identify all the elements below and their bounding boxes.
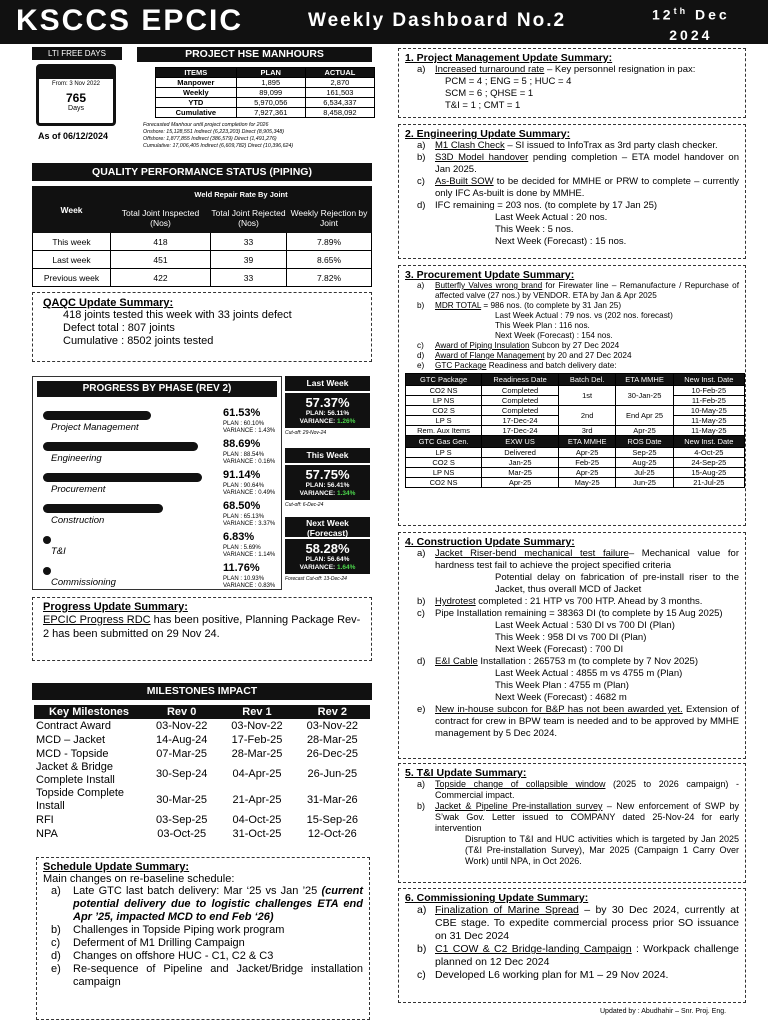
gtc-row [406,386,745,396]
gtc-batch: 1st [558,386,615,406]
gas-cell: May-25 [558,478,615,488]
this-week-progress: 57.75% [305,467,350,482]
gtc-cell: 17-Dec-24 [482,426,559,436]
quality-table [32,186,372,287]
gas-cell: Delivered [482,448,559,458]
phase-plan: PLAN : 65.13% [223,514,265,520]
milestone-row [34,827,370,841]
milestone-cell: 15-Sep-26 [306,814,358,826]
qaqc-line: 418 joints tested this week with 33 joints defect [63,309,292,321]
schedule-item-text: Deferment of M1 Drilling Campaign [73,937,245,949]
dashboard-title: KSCCS EPCIC [16,4,244,37]
gtc-cell: LP NS [406,396,482,406]
schedule-item [43,885,363,924]
last-week-cutoff: Cut-off: 29-Nov-24 [285,430,327,436]
milestone-cell: 03-Nov-22 [155,720,208,732]
milestone-row [34,787,370,813]
milestone-cell: 26-Dec-25 [306,748,358,760]
milestone-cell: 12-Oct-26 [307,828,357,840]
gtc-batch: 3rd [558,426,615,436]
phase-name: Procurement [51,484,106,495]
schedule-item-key: e) [51,963,61,975]
last-week-progress: 57.37% [305,395,350,410]
milestone-cell: 31-Mar-26 [306,794,358,806]
gas-cell: CO2 NS [406,478,482,488]
gtc-cell: CO2 S [406,406,482,416]
phase-variance: VARIANCE : 1.43% [223,428,276,434]
gtc-eta: End Apr 25 [616,406,673,426]
gas-row [406,458,745,468]
gtc-table [405,373,745,488]
commissioning-title: 6. Commissioning Update Summary: [405,892,589,904]
quality-cell: Last week [33,251,111,269]
milestone-cell: 17-Feb-25 [231,734,283,746]
next-week-plan: PLAN: 56.64% [305,556,350,563]
gas-cell: Apr-25 [558,448,615,458]
milestone-cell: 26-Jun-25 [307,768,358,780]
gas-header: GTC Gas Gen. [406,436,482,448]
milestone-row [34,747,370,761]
schedule-item-key: a) [51,885,61,897]
schedule-item-text: Changes on offshore HUC - C1, C2 & C3 [73,950,274,962]
phase-marker [43,536,51,544]
milestone-cell: 03-Nov-22 [231,720,283,732]
phase-plan: PLAN : 88.54% [223,452,265,458]
next-week-variance: 1.64% [337,564,356,571]
quality-cell: 8.65% [287,251,372,269]
quality-cell: 422 [111,269,211,287]
progress-summary-text: has been positive, Planning Package Rev-2 has been submitted on 29 Nov 24. [43,614,361,640]
milestone-cell: 07-Mar-25 [156,748,208,760]
quality-header: Weekly Rejection by Joint [287,203,372,233]
hse-cell: YTD [156,98,237,108]
pm-summary: 1. Project Management Update Summary: a) Increased turnaround rate – Key personnel resignation in pax: PCM = 4 ; ENG = 5 ; HUC = 4 SCM = 6 ; QHSE = 1 T&I = 1 ; CMT = 1 [398,48,746,118]
milestone-header: Key Milestones [34,705,144,719]
phase-percent: 68.50% [223,500,261,512]
quality-row [33,269,372,287]
next-week-label: Next Week (Forecast) [285,517,370,537]
hse-cell: Weekly [156,88,237,98]
phase-name: Project Management [51,422,139,433]
qaqc-line: Cumulative : 8502 joints tested [63,335,214,347]
gas-cell: 4-Oct-25 [673,448,744,458]
phase-percent: 6.83% [223,531,255,543]
pm-title: 1. Project Management Update Summary: [405,52,613,64]
gtc-cell: 11-May-25 [673,416,744,426]
gas-cell: Jan-25 [482,458,559,468]
gas-cell: 24-Sep-25 [673,458,744,468]
last-week-variance: 1.26% [337,418,356,425]
phase-bar [43,473,202,482]
gtc-cell: Rem. Aux Items [406,426,482,436]
gas-cell: Aug-25 [616,458,673,468]
gtc-header: GTC Package [406,374,482,386]
milestone-cell: 31-Oct-25 [232,828,282,840]
this-week-variance: 1.34% [337,490,356,497]
gtc-cell: LP S [406,416,482,426]
gtc-cell: Completed [482,396,559,406]
gtc-cell: 11-May-25 [673,426,744,436]
milestone-cell: 30-Sep-24 [155,768,208,780]
milestones-title: MILESTONES IMPACT [32,683,372,700]
gtc-header: New Inst. Date [673,374,744,386]
quality-title: QUALITY PERFORMANCE STATUS (PIPING) [32,163,372,181]
schedule-item [43,950,363,963]
procurement-title: 3. Procurement Update Summary: [405,269,575,281]
last-week-label: Last Week [285,376,370,391]
phase-name: T&I [51,546,66,557]
milestone-cell: NPA [36,827,58,840]
schedule-item-bold: (current potential delivery due to logistic challenges ETA end Apr ’25, impacted MCD to end Feb ‘26) [73,885,363,923]
phase-percent: 88.69% [223,438,261,450]
lti-days: 765 [65,91,87,105]
hse-cell: 8,458,092 [305,108,374,118]
gtc-cell: 17-Dec-24 [482,416,559,426]
phase-variance: VARIANCE : 0.83% [223,583,276,589]
quality-week-header: Week [33,187,111,233]
gas-cell: Jul-25 [616,468,673,478]
phase-variance: VARIANCE : 0.16% [223,459,276,465]
gas-cell: LP NS [406,468,482,478]
schedule-item-text: Challenges in Topside Piping work program [73,924,285,936]
gas-cell: Sep-25 [616,448,673,458]
gtc-cell: 10-Feb-25 [673,386,744,396]
phase-percent: 91.14% [223,469,261,481]
hse-table [155,67,375,118]
qaqc-line: Defect total : 807 joints [63,322,175,334]
hse-cell: 6,534,337 [305,98,374,108]
milestone-row [34,813,370,827]
progress-panel [32,376,282,590]
gas-row [406,468,745,478]
gas-cell: LP S [406,448,482,458]
dashboard-subtitle: Weekly Dashboard No.2 [308,10,567,31]
gas-header: New Inst. Date [673,436,744,448]
hse-title: PROJECT HSE MANHOURS [137,47,372,62]
milestone-cell: 04-Apr-25 [232,768,282,780]
gas-cell: CO2 S [406,458,482,468]
gas-cell: Feb-25 [558,458,615,468]
this-week-card: This Week 57.75% PLAN: 56.41% VARIANCE: 1.34% Cut-off: 6-Dec-24 [285,448,370,508]
gtc-cell: CO2 NS [406,386,482,396]
phase-bar [43,442,198,451]
commissioning-summary: 6. Commissioning Update Summary: a) Finalization of Marine Spread – by 30 Dec 2024, currently at CBE stage. To expedite commercial process prior SO issuance on 31 Dec 2024 b) C1 COW & C2 Bridge-landing Campaign : Workpack challenge planned on 12 Dec 2024 c) Developed L6 working plan for M1 – 29 Nov 2024. [398,888,746,1003]
gas-header: EXW US [482,436,559,448]
gtc-cell: 10-May-25 [673,406,744,416]
gas-cell: 15-Aug-25 [673,468,744,478]
gas-row [406,478,745,488]
schedule-item-text: Re-sequence of Pipeline and Jacket/Bridge installation campaign [73,963,363,988]
header-bar [0,0,768,44]
hse-cell: Manpower [156,78,237,88]
schedule-item-key: d) [51,950,61,962]
calendar-icon [36,64,116,126]
schedule-summary [36,857,370,1020]
footer-updated-by: Updated by : Abudhahir – Snr. Proj. Eng. [600,1008,727,1015]
gas-cell: Apr-25 [558,468,615,478]
schedule-item [43,937,363,950]
gtc-eta: Apr-25 [616,426,673,436]
report-date: 12th Dec 2024 [652,6,730,43]
milestone-cell: MCD – Jacket [36,733,106,746]
milestone-cell: 21-Apr-25 [232,794,282,806]
ti-summary: 5. T&I Update Summary: a) Topside change of collapsible window (2025 to 2026 campaign) - Commercial impact. b) Jacket & Pipeline Pre-installation survey – New enforcement of SWP by S’wak Gov. Letter issued to COMPANY dated 25-Nov-24 for early intervention Disruption to T&I and HUC activities which is targeted by Jan 2025 (T&I Pre-installation Survey), Mar 2025 (Campaign 1 Carry Over Work) until NPA, in Oct 2026. [398,763,746,883]
phase-plan: PLAN : 60.10% [223,421,265,427]
this-week-plan: PLAN: 56.41% [305,482,350,489]
construction-title: 4. Construction Update Summary: [405,536,575,548]
progress-summary [32,597,372,661]
last-week-card: Last Week 57.37% PLAN: 56.11% VARIANCE: 1.26% Cut-off: 29-Nov-24 [285,376,370,436]
gtc-row [406,406,745,416]
gas-cell: Jun-25 [616,478,673,488]
quality-row [33,233,372,251]
gas-header: ETA MMHE [558,436,615,448]
schedule-item [43,924,363,937]
milestone-cell: Jacket & Bridge Complete Install [36,761,115,786]
quality-cell: 418 [111,233,211,251]
milestone-cell: Topside Complete Install [36,787,125,812]
quality-row [33,251,372,269]
hse-row [156,78,375,88]
hse-cell: 1,895 [236,78,305,88]
milestone-header: Rev 0 [144,705,219,719]
phase-plan: PLAN : 5.69% [223,545,261,551]
quality-cell: 7.82% [287,269,372,287]
next-week-cutoff: Forecast Cut-off: 13-Dec-24 [285,576,347,582]
schedule-item-key: c) [51,937,61,949]
phase-bar [43,504,163,513]
hse-cell: 2,870 [305,78,374,88]
gas-cell: Mar-25 [482,468,559,478]
gtc-cell: Completed [482,406,559,416]
milestone-cell: MCD - Topside [36,747,109,760]
lti-as-of: As of 06/12/2024 [38,131,109,141]
quality-cell: 33 [211,233,287,251]
gas-cell: 21-Jul-25 [673,478,744,488]
gtc-header: ETA MMHE [616,374,673,386]
phase-variance: VARIANCE : 1.14% [223,552,276,558]
milestone-cell: 03-Nov-22 [306,720,358,732]
hse-row [156,98,375,108]
milestone-cell: 30-Mar-25 [156,794,208,806]
schedule-intro: Main changes on re-baseline schedule: [43,873,235,885]
qaqc-summary [32,292,372,362]
quality-group-header: Weld Repair Rate By Joint [111,187,372,203]
quality-header: Total Joint Inspected (Nos) [111,203,211,233]
milestone-row [34,761,370,787]
hse-cell: Cumulative [156,108,237,118]
next-week-progress: 58.28% [305,541,350,556]
quality-cell: 451 [111,251,211,269]
milestone-cell: 28-Mar-25 [231,748,283,760]
milestone-cell: 04-Oct-25 [232,814,282,826]
phase-plan: PLAN : 10.93% [223,576,265,582]
quality-cell: 33 [211,269,287,287]
gtc-batch: 2nd [558,406,615,426]
schedule-item-key: b) [51,924,61,936]
progress-summary-title: Progress Update Summary: [43,601,188,613]
quality-cell: 7.89% [287,233,372,251]
gtc-eta: 30-Jan-25 [616,386,673,406]
gtc-header: Batch Del. [558,374,615,386]
progress-rdc-link[interactable]: EPCIC Progress RDC [43,614,151,626]
milestone-cell: Contract Award [36,719,112,732]
procurement-summary: 3. Procurement Update Summary: a) Butterfly Valves wrong brand for Firewater line – Remanufacture / Repurchase of affected valve (27 nos.) by VENDOR. ETA by Jan & Apr 2025 b) MDR TOTAL = 986 nos. (to complete by 31 Jan 25) Last Week Actual : 79 nos. vs (202 nos. forecast) This Week Plan : 116 nos. Next Week (Forecast) : 154 nos. c) Award of Piping Insulation Subcon by 27 Dec 2024 d) Award of Flange Management by 20 and 27 Dec 2024 e) GTC Package Readiness and batch delivery date: GTC Package Readiness Date Batch Del. ETA MMHE New Inst. Date CO2 NS Completed 1st 30-Jan-25 10-Feb-25 LP NS Completed 11-Feb-25 CO2 S Completed 2nd End Apr 25 10-May-25 LP S 17-Dec-24 11-May-25 Rem. Aux Items 17-Dec-24 3rd Apr-25 11-May-25 GTC Gas Gen. EXW US ETA MMHE ROS Date New Inst. Date LP S Delivered Apr-25 Sep-25 4-Oct-25 CO2 S Jan-25 Feb-25 Aug-25 24-Sep-25 LP NS Mar-25 Apr-25 Jul-25 15-Aug-25 CO2 NS Apr-25 May-25 Jun-25 21-Jul-25 [398,265,746,526]
gas-cell: Apr-25 [482,478,559,488]
phase-name: Engineering [51,453,102,464]
phase-plan: PLAN : 90.64% [223,483,265,489]
hse-header: ITEMS [156,68,237,78]
milestone-cell: 03-Oct-25 [157,828,207,840]
hse-header: ACTUAL [305,68,374,78]
hse-cell: 5,970,056 [236,98,305,108]
schedule-item [43,963,363,989]
phase-marker [43,567,51,575]
schedule-item-text: Late GTC last batch delivery: Mar ‘25 vs Jan ’25 [73,885,322,897]
ti-title: 5. T&I Update Summary: [405,767,527,779]
phase-variance: VARIANCE : 3.37% [223,521,276,527]
gas-header-row [406,436,745,448]
progress-title: PROGRESS BY PHASE (REV 2) [37,381,277,397]
milestone-row [34,733,370,747]
milestone-cell: RFI [36,813,54,826]
hse-header: PLAN [236,68,305,78]
milestone-cell: 14-Aug-24 [155,734,208,746]
last-week-plan: PLAN: 56.11% [305,410,350,417]
milestones-table [34,705,370,841]
quality-cell: Previous week [33,269,111,287]
milestone-cell: 03-Sep-25 [155,814,208,826]
gtc-row [406,426,745,436]
gtc-header: Readiness Date [482,374,559,386]
engineering-title: 2. Engineering Update Summary: [405,128,571,140]
milestone-cell: 28-Mar-25 [306,734,358,746]
hse-row [156,108,375,118]
hse-notes: Forecasted Manhour until project completion for 2026 Onshore: 15,128,551 Indirect (6,223,203) Direct (8,905,348) Offshore: 1,877,855 Indirect (386,579) Direct (1,491,276) Cumulative: 17,006,405 Indirect (6,609,782) Direct (10,396,624) [143,122,294,149]
phase-percent: 61.53% [223,407,261,419]
milestone-header: Rev 2 [295,705,370,719]
this-week-cutoff: Cut-off: 6-Dec-24 [285,502,324,508]
milestone-row [34,719,370,733]
hse-cell: 7,927,361 [236,108,305,118]
quality-cell: 39 [211,251,287,269]
phase-variance: VARIANCE : 0.49% [223,490,276,496]
phase-percent: 11.76% [223,562,260,574]
phase-bar [43,411,151,420]
lti-title: LTI FREE DAYS [32,47,122,60]
hse-cell: 161,503 [305,88,374,98]
this-week-label: This Week [285,448,370,463]
gtc-cell: 11-Feb-25 [673,396,744,406]
lti-from: From: 3 Nov 2022 [51,81,101,87]
phase-name: Commissioning [51,577,116,588]
gas-row [406,448,745,458]
phase-name: Construction [51,515,105,526]
construction-summary: 4. Construction Update Summary: a) Jacket Riser-bend mechanical test failure– Mechanical value for hardness test fail to achieve the project specified criteria Potential delay on fabrication of pre-install riser to the Jacket, thus overall MCD of Jacket b) Hydrotest completed : 21 HTP vs 700 HTP. Ahead by 3 months. c) Pipe Installation remaining = 38363 DI (to complete by 15 Aug 2025) Last Week Actual : 530 DI vs 700 DI (Plan) This Week : 958 DI vs 700 DI (Plan) Next Week (Forecast) : 700 DI d) E&I Cable Installation : 265753 m (to complete by 7 Nov 2025) Last Week Actual : 4855 m vs 4755 m (Plan) This Week Plan : 4755 m (Plan) Next Week (Forecast) : 4682 m e) New in-house subcon for B&P has not been awarded yet. Extension of contract for crew in BPW team is needed and to be approved by MMHE management by 5 Dec 2024. [398,532,746,759]
hse-row [156,88,375,98]
lti-days-label: Days [68,105,84,112]
qaqc-title: QAQC Update Summary: [43,297,174,309]
milestone-header: Rev 1 [219,705,294,719]
gas-header: ROS Date [616,436,673,448]
quality-header: Total Joint Rejected (Nos) [211,203,287,233]
next-week-card: Next Week (Forecast) 58.28% PLAN: 56.64% VARIANCE: 1.64% Forecast Cut-off: 13-Dec-24 [285,517,370,582]
gtc-cell: Completed [482,386,559,396]
schedule-title: Schedule Update Summary: [43,861,190,873]
quality-cell: This week [33,233,111,251]
engineering-summary: 2. Engineering Update Summary: a) M1 Clash Check – SI issued to InfoTrax as 3rd party clash checker. b) S3D Model handover pending completion – ETA model handover on Jan 2025. c) As-Built SOW to be decided for MMHE or PRW to complete – currently only IFC As-built is done by MMHE. d) IFC remaining = 203 nos. (to complete by 17 Jan 25) Last Week Actual : 20 nos. This Week : 5 nos. Next Week (Forecast) : 15 nos. [398,124,746,259]
hse-cell: 89,099 [236,88,305,98]
